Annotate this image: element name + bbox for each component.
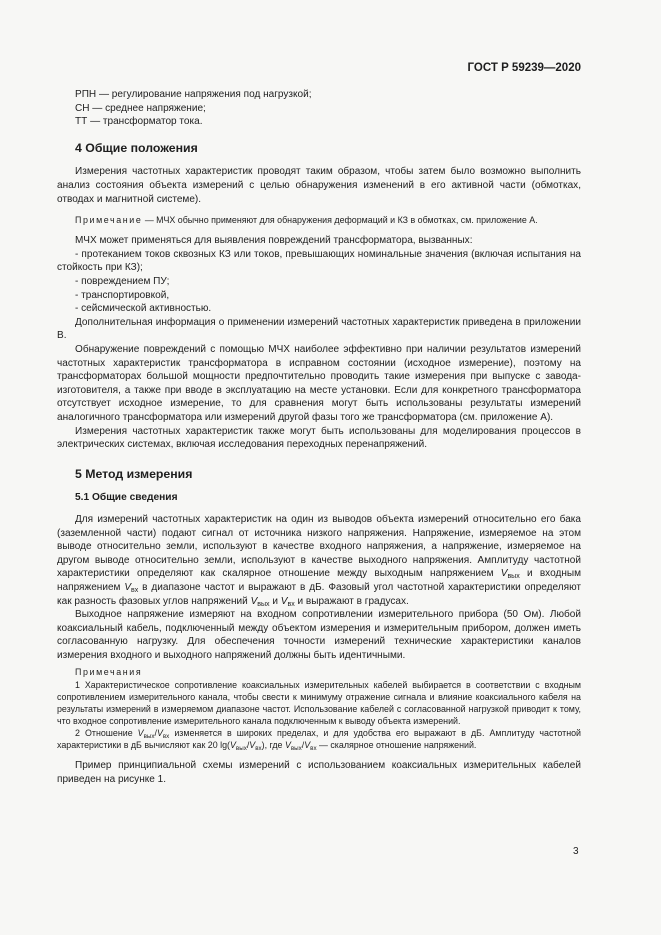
standard-number: ГОСТ Р 59239—2020 bbox=[467, 62, 581, 74]
detection-paragraph: Обнаружение повреждений с помощью МЧХ наиболее эффективно при наличии результатов измерений частотных характеристик трансформатора в исправном состоянии (исходное измерение), поэтому на трансформаторах большой мощности предпочтительно проводить такие измерения при выпуске с завода-изготовителя, а также при вводе в эксплуатацию на месте установки. Если для конкретного трансформатора отсутствует исходное измерение, то для сравнения могут быть использованы результаты измерений аналогичного трансформатора или измерений другой фазы того же трансформатора (см. приложение А). bbox=[57, 344, 581, 423]
note-2: 2 Отношение $V_{вых}/V_{вх}$ изменяется в широких пределах, и для удобства его выражают в дБ. Амплитуду частотной характеристики в дБ вычисляют как 20 $\lg(V_{вых}/V_{вх})$, где $V_{вых}/V_{вх}$ — скалярное отношение напряжений. bbox=[57, 727, 581, 753]
section-4-heading: 4 Общие положения bbox=[75, 140, 198, 155]
damage-item: - протеканием токов сквозных КЗ или токов, превышающих номинальные значения (включая испытания на стойкость при КЗ); bbox=[57, 248, 581, 274]
note-label: Примечание bbox=[75, 215, 143, 226]
abbreviation-item: РПН — регулирование напряжения под нагрузкой; bbox=[75, 89, 312, 100]
damage-item: - транспортировкой, bbox=[75, 289, 170, 301]
note-1: 1 Характеристическое сопротивление коаксиальных измерительных кабелей выбирается в соответствии с входным сопротивлением измерительного канала, чтобы свести к минимуму отражение сигнала и влияние коаксиального кабеля на результаты измерений в измеряемом диапазоне частот. Использование кабелей с согласованной нагрузкой приводит к тому, что входное сопротивление измерительного канала подключенным к выводу объекта измерений. bbox=[57, 679, 581, 726]
note-text: — МЧХ обычно применяют для обнаружения деформаций и КЗ в обмотках, см. приложение А. bbox=[142, 215, 538, 226]
page-number: 3 bbox=[573, 846, 579, 857]
output-voltage-paragraph: Выходное напряжение измеряют на входном сопротивлении измерительного прибора (50 Ом). Любой коаксиальный кабель, подключенный между объектом измерения и измерительным прибором, должен иметь согласованную нагрузку. Для обеспечения точности измерений технические характеристики каналов измерения входного и выходного напряжений должны быть идентичными. bbox=[57, 609, 581, 661]
abbreviation-item: ТТ — трансформатор тока. bbox=[75, 116, 203, 128]
abbreviation-item: СН — среднее напряжение; bbox=[75, 102, 206, 114]
subsection-5-1-heading: 5.1 Общие сведения bbox=[75, 492, 178, 504]
figure-reference-paragraph: Пример принципиальной схемы измерений с использованием коаксиальных измерительных кабелей приведен на рисунке 1. bbox=[57, 760, 581, 785]
section-5-heading: 5 Метод измерения bbox=[75, 466, 193, 481]
method-paragraph: Для измерений частотных характеристик на один из выводов объекта измерений относительно его бака (заземленной части) подают сигнал от источника низкого напряжения. Напряжение, измеряемое на этом выводе относительно земли, используют в качестве входного напряжения, а напряжение, измеряемое на другом выводе относительно земли, используют в качестве выходного напряжения. Амплитуду частотной характеристики определяют как скалярное отношение между выходным напряжением $V_{вых}$ и входным напряжением $V_{вх}$ в диапазоне частот и выражают в дБ. Фазовый угол частотной характеристики определяют как разность фазовых углов напряжений $V_{вых}$ и $V_{вх}$ и выражают в градусах. bbox=[57, 513, 581, 608]
section-4-intro: Измерения частотных характеристик проводят таким образом, чтобы затем было возможно выполнить анализ состояния объекта измерений с целью обнаружения изменений в его активной части (обмотках, отводах и магнитной системе). bbox=[57, 166, 581, 205]
abbreviation-list bbox=[57, 88, 581, 129]
damage-intro: МЧХ может применяться для выявления повреждений трансформатора, вызванных: bbox=[75, 235, 473, 247]
notes-label: Примечания bbox=[75, 667, 143, 678]
modeling-paragraph: Измерения частотных характеристик также могут быть использованы для моделирования процессов в электрических системах, включая исследования переходных перенапряжений. bbox=[57, 425, 581, 451]
extra-info-paragraph: Дополнительная информация о применении измерений частотных характеристик приведена в приложении В. bbox=[57, 316, 581, 342]
section-4-note bbox=[57, 214, 581, 226]
damage-item: - повреждением ПУ; bbox=[75, 276, 170, 288]
damage-item: - сейсмической активностью. bbox=[75, 303, 212, 315]
page-body bbox=[57, 88, 581, 786]
